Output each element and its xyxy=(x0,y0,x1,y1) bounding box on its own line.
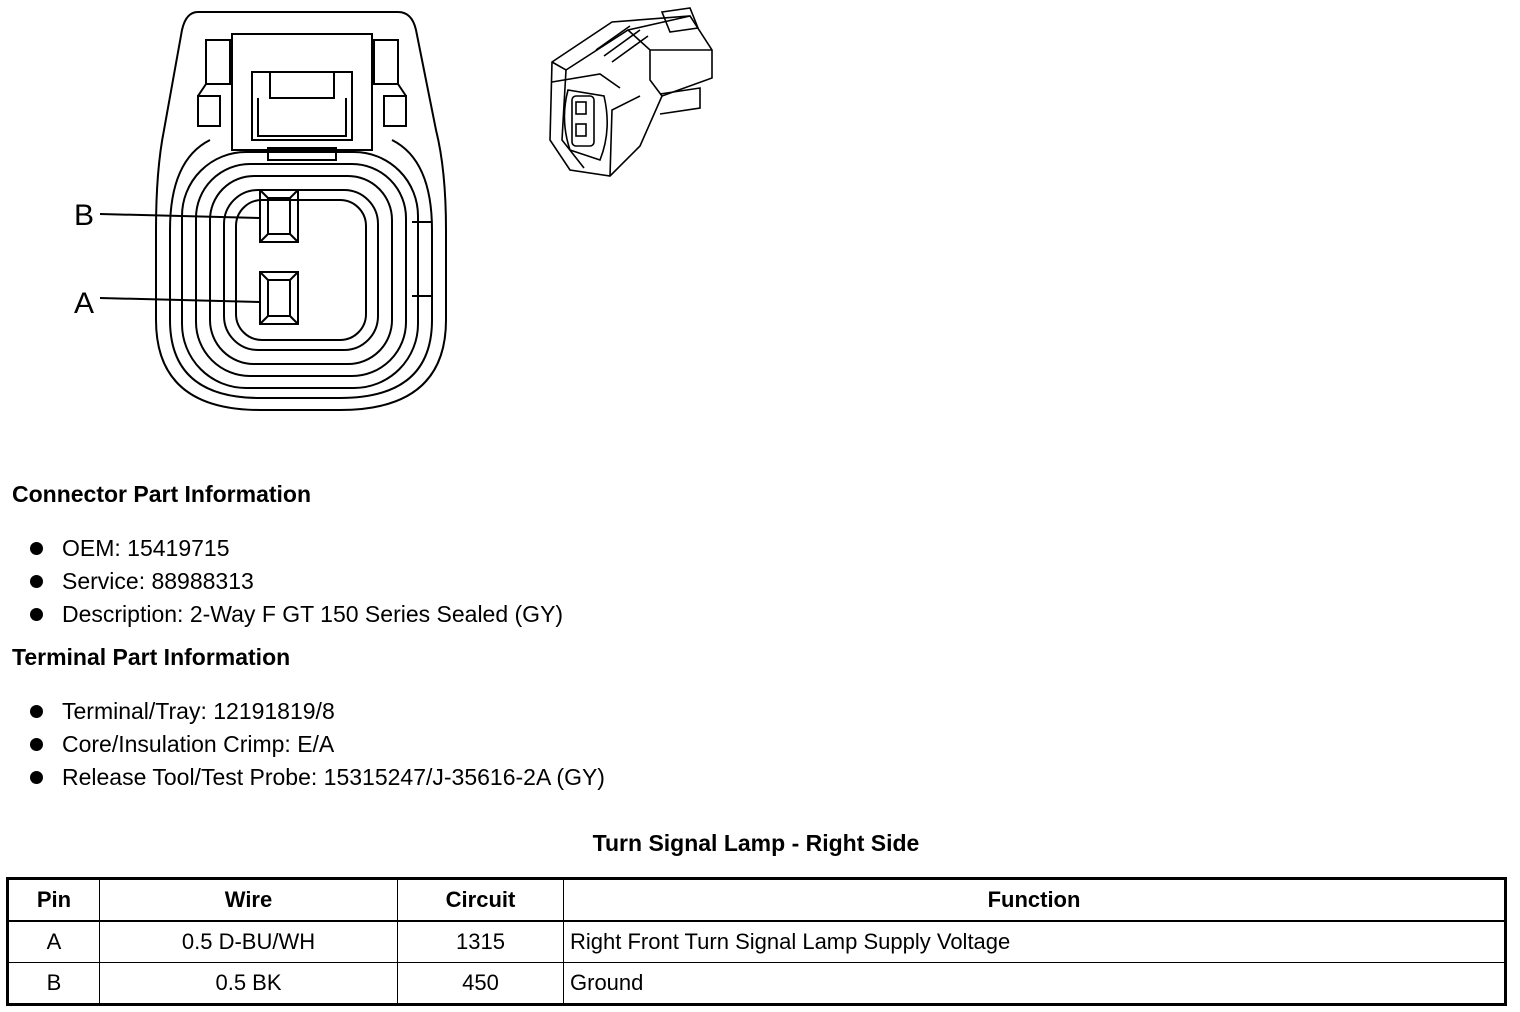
bullet-icon xyxy=(30,542,43,555)
list-item: Service: 88988313 xyxy=(30,565,563,598)
seal-ring-outer xyxy=(182,152,418,388)
column-header-function: Function xyxy=(564,879,1506,922)
table-row xyxy=(8,963,1506,1005)
cell-wire: 0.5 BK xyxy=(100,963,398,1005)
connector-face-diagram xyxy=(60,0,460,420)
cell-function: Ground xyxy=(564,963,1506,1005)
bullet-icon xyxy=(30,771,43,784)
pin-b-leader-line xyxy=(100,214,260,218)
column-header-circuit: Circuit xyxy=(398,879,564,922)
list-item: Terminal/Tray: 12191819/8 xyxy=(30,695,605,728)
column-header-wire: Wire xyxy=(100,879,398,922)
terminal-info-list xyxy=(30,695,605,794)
cell-wire: 0.5 D-BU/WH xyxy=(100,921,398,963)
column-header-pin: Pin xyxy=(8,879,100,922)
table-header-row xyxy=(8,879,1506,922)
pin-b-label: B xyxy=(74,199,95,232)
pin-a-label: A xyxy=(74,287,95,320)
cell-circuit: 1315 xyxy=(398,921,564,963)
terminal-info-heading: Terminal Part Information xyxy=(12,644,291,670)
connector-info-heading: Connector Part Information xyxy=(12,481,312,507)
cell-function: Right Front Turn Signal Lamp Supply Voltage xyxy=(564,921,1506,963)
pin-table xyxy=(6,877,1507,1006)
cell-pin: B xyxy=(8,963,100,1005)
cell-circuit: 450 xyxy=(398,963,564,1005)
pin-table-title: Turn Signal Lamp - Right Side xyxy=(592,830,920,856)
seal-ring-inner xyxy=(210,176,392,364)
list-item: Description: 2-Way F GT 150 Series Sealed (GY) xyxy=(30,598,563,631)
bullet-icon xyxy=(30,608,43,621)
table-row xyxy=(8,921,1506,963)
connector-info-list xyxy=(30,532,563,631)
bullet-icon xyxy=(30,705,43,718)
list-item: Core/Insulation Crimp: E/A xyxy=(30,728,605,761)
bullet-icon xyxy=(30,575,43,588)
cell-pin: A xyxy=(8,921,100,963)
list-item: Release Tool/Test Probe: 15315247/J-35616-2A (GY) xyxy=(30,761,605,794)
list-item: OEM: 15419715 xyxy=(30,532,563,565)
connector-isometric-view xyxy=(540,2,720,182)
bullet-icon xyxy=(30,738,43,751)
